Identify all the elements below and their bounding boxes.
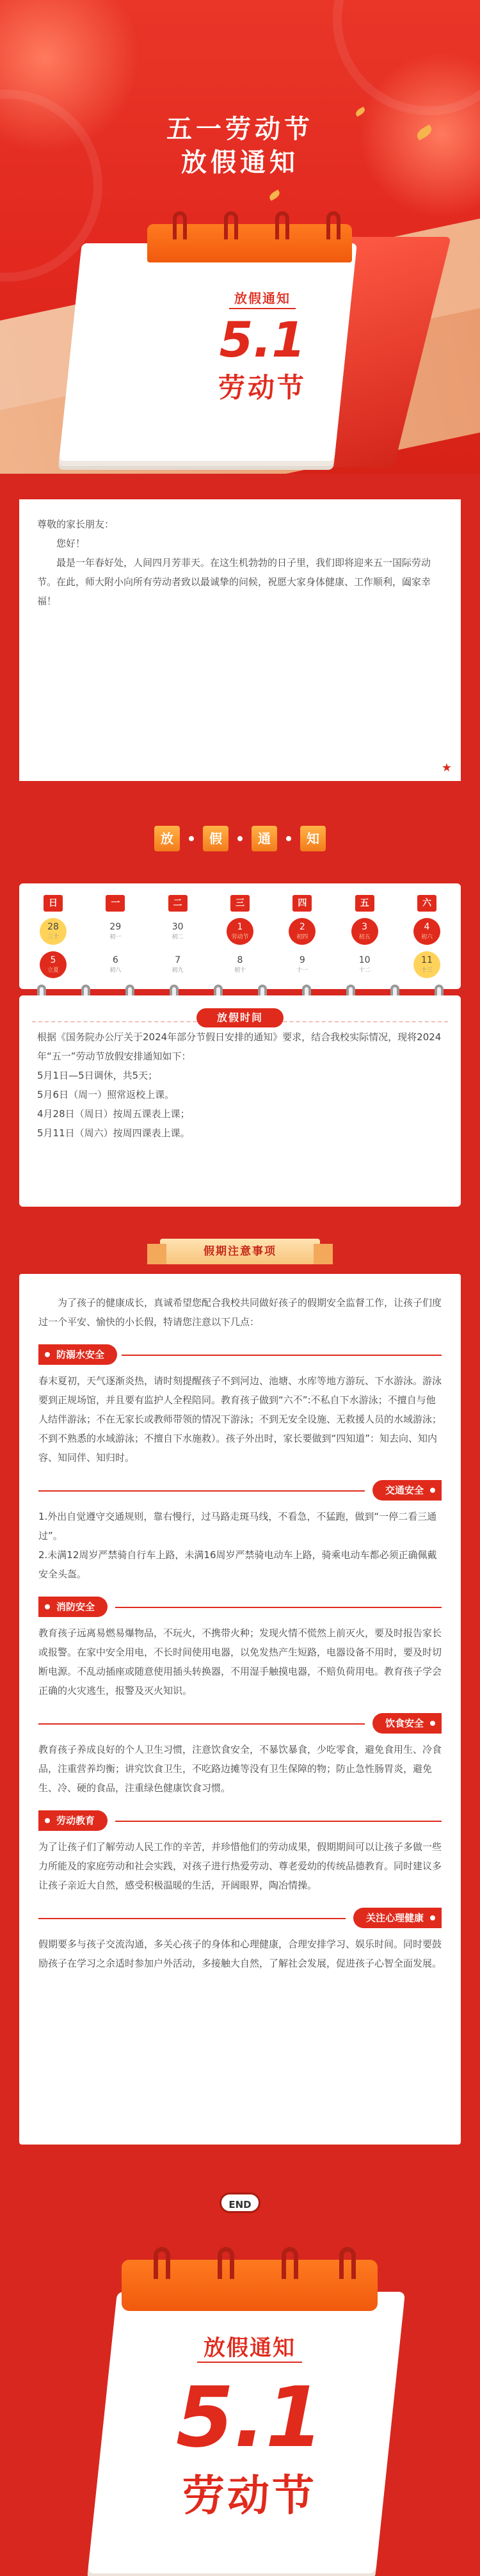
bottom-calendar xyxy=(64,2221,422,2576)
day-number: 3 初五 xyxy=(351,918,378,945)
star-icon: ★ xyxy=(441,761,452,775)
day-number: 6 初八 xyxy=(102,951,129,978)
day-cell xyxy=(156,918,200,945)
day-lunar: 劳动节 xyxy=(231,934,249,940)
section-line xyxy=(122,1355,442,1356)
holiday-card xyxy=(19,995,461,1207)
holiday-tag: 放假时间 xyxy=(196,1008,284,1027)
section-text: 春末夏初，天气逐渐炎热，请时刻提醒孩子不到河边、池塘、水库等地方游玩、下水游泳。游泳要到正规场馆，并且要有监护人全程陪同。教育孩子做到“六不”:不私自下水游泳；不擅自与他人结伴游泳；不在无家长或教师带领的情况下游泳；不到无安全设施、无救援人员的水域游泳；不到不熟悉的水域游泳；不擅自下水施救）。孩子外出时，家长要做到“四知道”：知去向、知内容、知同伴、知归时。 xyxy=(38,1375,442,1463)
day-cell xyxy=(218,918,262,945)
day-lunar: 初四 xyxy=(296,934,308,940)
section-title: 消防安全 xyxy=(38,1597,108,1617)
day-cell xyxy=(156,951,200,978)
section-labor xyxy=(38,1810,442,1895)
weekday-label: 三 xyxy=(230,895,250,912)
day-number: 9 十一 xyxy=(289,951,316,978)
notes-intro: 为了孩子的健康成长，真诚希望您配合我校共同做好孩子的假期安全监督工作，让孩子们度过一个平安、愉快的小长假，特请您注意以下几点： xyxy=(38,1297,442,1328)
calendar-ring xyxy=(224,211,238,239)
decor-arc xyxy=(333,0,480,115)
day-lunar: 十二 xyxy=(358,967,371,974)
day-number: 28 三十 xyxy=(40,918,67,945)
section-text: 教育孩子养成良好的个人卫生习惯，注意饮食安全，不暴饮暴食，少吃零食，避免食用生、冷食品，注重营养均衡；讲究饮食卫生，不吃路边摊等没有卫生保障的物；防止急性肠胃炎，避免生、冷、硬的食品，注重绿色健康饮食习惯。 xyxy=(38,1744,442,1794)
section-mental xyxy=(38,1908,442,1973)
tag-char: 知 xyxy=(300,826,326,851)
day-cell xyxy=(342,918,387,945)
day-cell xyxy=(31,918,76,945)
calendar-number: 5.1 xyxy=(219,311,306,368)
leaf-icon xyxy=(268,189,282,201)
day-lunar: 三十 xyxy=(47,934,59,940)
tag-char: 通 xyxy=(252,826,277,851)
weekday-row xyxy=(31,895,449,912)
letter-card xyxy=(19,499,461,781)
day-lunar: 初八 xyxy=(109,967,122,974)
section-title: 交通安全 xyxy=(372,1480,442,1501)
calendar-content xyxy=(166,288,358,405)
calendar-content xyxy=(109,2330,390,2522)
holiday-intro: 根据《国务院办公厅关于2024年部分节假日安排的通知》要求，结合我校实际情况，现将2024年“五一”劳动节放假安排通知如下： xyxy=(37,1031,442,1062)
hero-calendar xyxy=(45,211,435,474)
section-text: 教育孩子远离易燃易爆物品，不玩火，不携带火种；发现火情不慌然上前灭火，要及时报告家长或报警。在家中安全用电，不长时间使用电器，以免发热产生短路，电器设备不用时，要及时切断电源。不乱动插座或随意使用插头转换器，不用湿手触摸电器，不赔负荷用电。教育孩子学会正确的火灾逃生，报警及灭火知识。 xyxy=(38,1627,442,1696)
section-text: 2.未满12周岁严禁骑自行车上路，未满16周岁严禁骑电动车上路，骑乘电动车都必须正确佩戴安全头盔。 xyxy=(38,1549,437,1580)
hello: 您好！ xyxy=(56,538,86,549)
day-lunar: 初九 xyxy=(172,967,184,974)
weekday-label: 一 xyxy=(106,895,125,912)
day-cell xyxy=(342,951,387,978)
day-cell xyxy=(218,951,262,978)
mini-calendar xyxy=(19,883,461,989)
section-line xyxy=(38,1490,365,1492)
calendar-ring xyxy=(154,2247,170,2279)
day-lunar: 初一 xyxy=(109,934,122,940)
calendar-ring xyxy=(326,211,340,239)
holiday-line: 5月11日（周六）按周四课表上课。 xyxy=(37,1127,190,1139)
day-number: 7 初九 xyxy=(164,951,191,978)
tag-dot xyxy=(189,836,194,841)
day-number: 29 初一 xyxy=(102,918,129,945)
day-cell xyxy=(93,918,138,945)
section-line xyxy=(38,1723,365,1725)
hero-banner xyxy=(0,0,480,474)
section-title: 关注心理健康 xyxy=(353,1908,442,1928)
holiday-line: 4月28日（周日）按周五课表上课； xyxy=(37,1108,190,1120)
day-cell xyxy=(31,951,76,978)
day-cell xyxy=(280,951,324,978)
calendar-ring xyxy=(173,211,187,239)
section-traffic xyxy=(38,1480,442,1584)
calendar-label: 放假通知 xyxy=(197,2330,302,2363)
tag-dot xyxy=(286,836,291,841)
day-lunar: 初十 xyxy=(234,967,246,974)
calendar-label: 放假通知 xyxy=(229,288,296,309)
section-text: 为了让孩子们了解劳动人民工作的辛苦，并珍惜他们的劳动成果，假期期间可以让孩子多做一些力所能及的家庭劳动和社会实践，对孩子进行热爱劳动、尊老爱幼的传统品德教育。同时建议多让孩子亲近大自然，感受积极温暖的生活，开阔眼界，陶冶情操。 xyxy=(38,1841,442,1891)
day-cell xyxy=(93,951,138,978)
calendar-ring xyxy=(275,211,289,239)
calendar-ring xyxy=(282,2247,298,2279)
section-line xyxy=(115,1821,442,1822)
tag-char: 放 xyxy=(154,826,180,851)
day-number: 1 劳动节 xyxy=(227,918,253,945)
week-row xyxy=(31,951,449,978)
week-row xyxy=(31,918,449,945)
section-line xyxy=(38,1918,346,1919)
day-cell xyxy=(404,918,449,945)
calendar-number: 5.1 xyxy=(175,2369,324,2466)
section-text: 1.外出自觉遵守交通规则，靠右慢行，过马路走斑马线，不看急，不猛跑，做到“一停二看三通过”。 xyxy=(38,1511,437,1542)
weekday-label: 二 xyxy=(168,895,188,912)
letter-paragraph: 最是一年春好处，人间四月芳菲天。在这生机勃勃的日子里，我们即将迎来五一国际劳动节。在此，师大附小向所有劳动者致以最诚挚的问候，祝愿大家身体健康、工作顺利，阖家幸福！ xyxy=(37,557,431,607)
tag-dot xyxy=(237,836,243,841)
day-lunar: 十一 xyxy=(296,967,308,974)
hero-title-line1: 五一劳动节 xyxy=(166,115,314,144)
day-number: 10 十二 xyxy=(351,951,378,978)
hero-title-line2: 放假通知 xyxy=(181,148,299,177)
section-line xyxy=(115,1607,442,1608)
day-number: 5 立夏 xyxy=(40,951,67,978)
weekday-label: 五 xyxy=(355,895,374,912)
calendar-ring xyxy=(339,2247,356,2279)
day-cell xyxy=(404,951,449,978)
section-tag xyxy=(0,826,480,851)
greeting: 尊敬的家长朋友： xyxy=(37,519,115,530)
end-badge: END xyxy=(220,2193,260,2213)
day-lunar: 初六 xyxy=(420,934,433,940)
day-lunar: 立夏 xyxy=(47,967,59,974)
section-food xyxy=(38,1713,442,1798)
holiday-line: 5月6日（周一）照常返校上课。 xyxy=(37,1089,175,1100)
section-title: 饮食安全 xyxy=(372,1713,442,1734)
day-lunar: 初五 xyxy=(358,934,371,940)
day-number: 11 十三 xyxy=(413,951,440,978)
holiday-line: 5月1日—5日调休，共5天； xyxy=(37,1070,158,1081)
day-number: 8 初十 xyxy=(227,951,253,978)
day-number: 2 初四 xyxy=(289,918,316,945)
calendar-sub: 劳动节 xyxy=(218,372,307,403)
calendar-ring xyxy=(218,2247,234,2279)
section-title: 劳动教育 xyxy=(38,1810,108,1831)
weekday-label: 日 xyxy=(44,895,63,912)
section-text: 假期要多与孩子交流沟通，多关心孩子的身体和心理健康，合理安排学习、娱乐时间。同时要鼓励孩子在学习之余适时参加户外活动，多接触大自然，了解社会发展，促进孩子心智全面发展。 xyxy=(38,1938,442,1969)
day-lunar: 十三 xyxy=(420,967,433,974)
section-title: 防溺水安全 xyxy=(38,1344,117,1365)
section-drowning xyxy=(38,1344,442,1467)
day-number: 30 初二 xyxy=(164,918,191,945)
weekday-label: 四 xyxy=(292,895,312,912)
day-cell xyxy=(280,918,324,945)
day-number: 4 初六 xyxy=(413,918,440,945)
calendar-sub: 劳动节 xyxy=(182,2471,317,2520)
notes-ribbon: 假期注意事项 xyxy=(160,1239,320,1264)
notes-card xyxy=(19,1274,461,2145)
day-lunar: 初二 xyxy=(172,934,184,940)
tag-char: 假 xyxy=(203,826,228,851)
section-fire xyxy=(38,1597,442,1700)
weekday-label: 六 xyxy=(417,895,436,912)
